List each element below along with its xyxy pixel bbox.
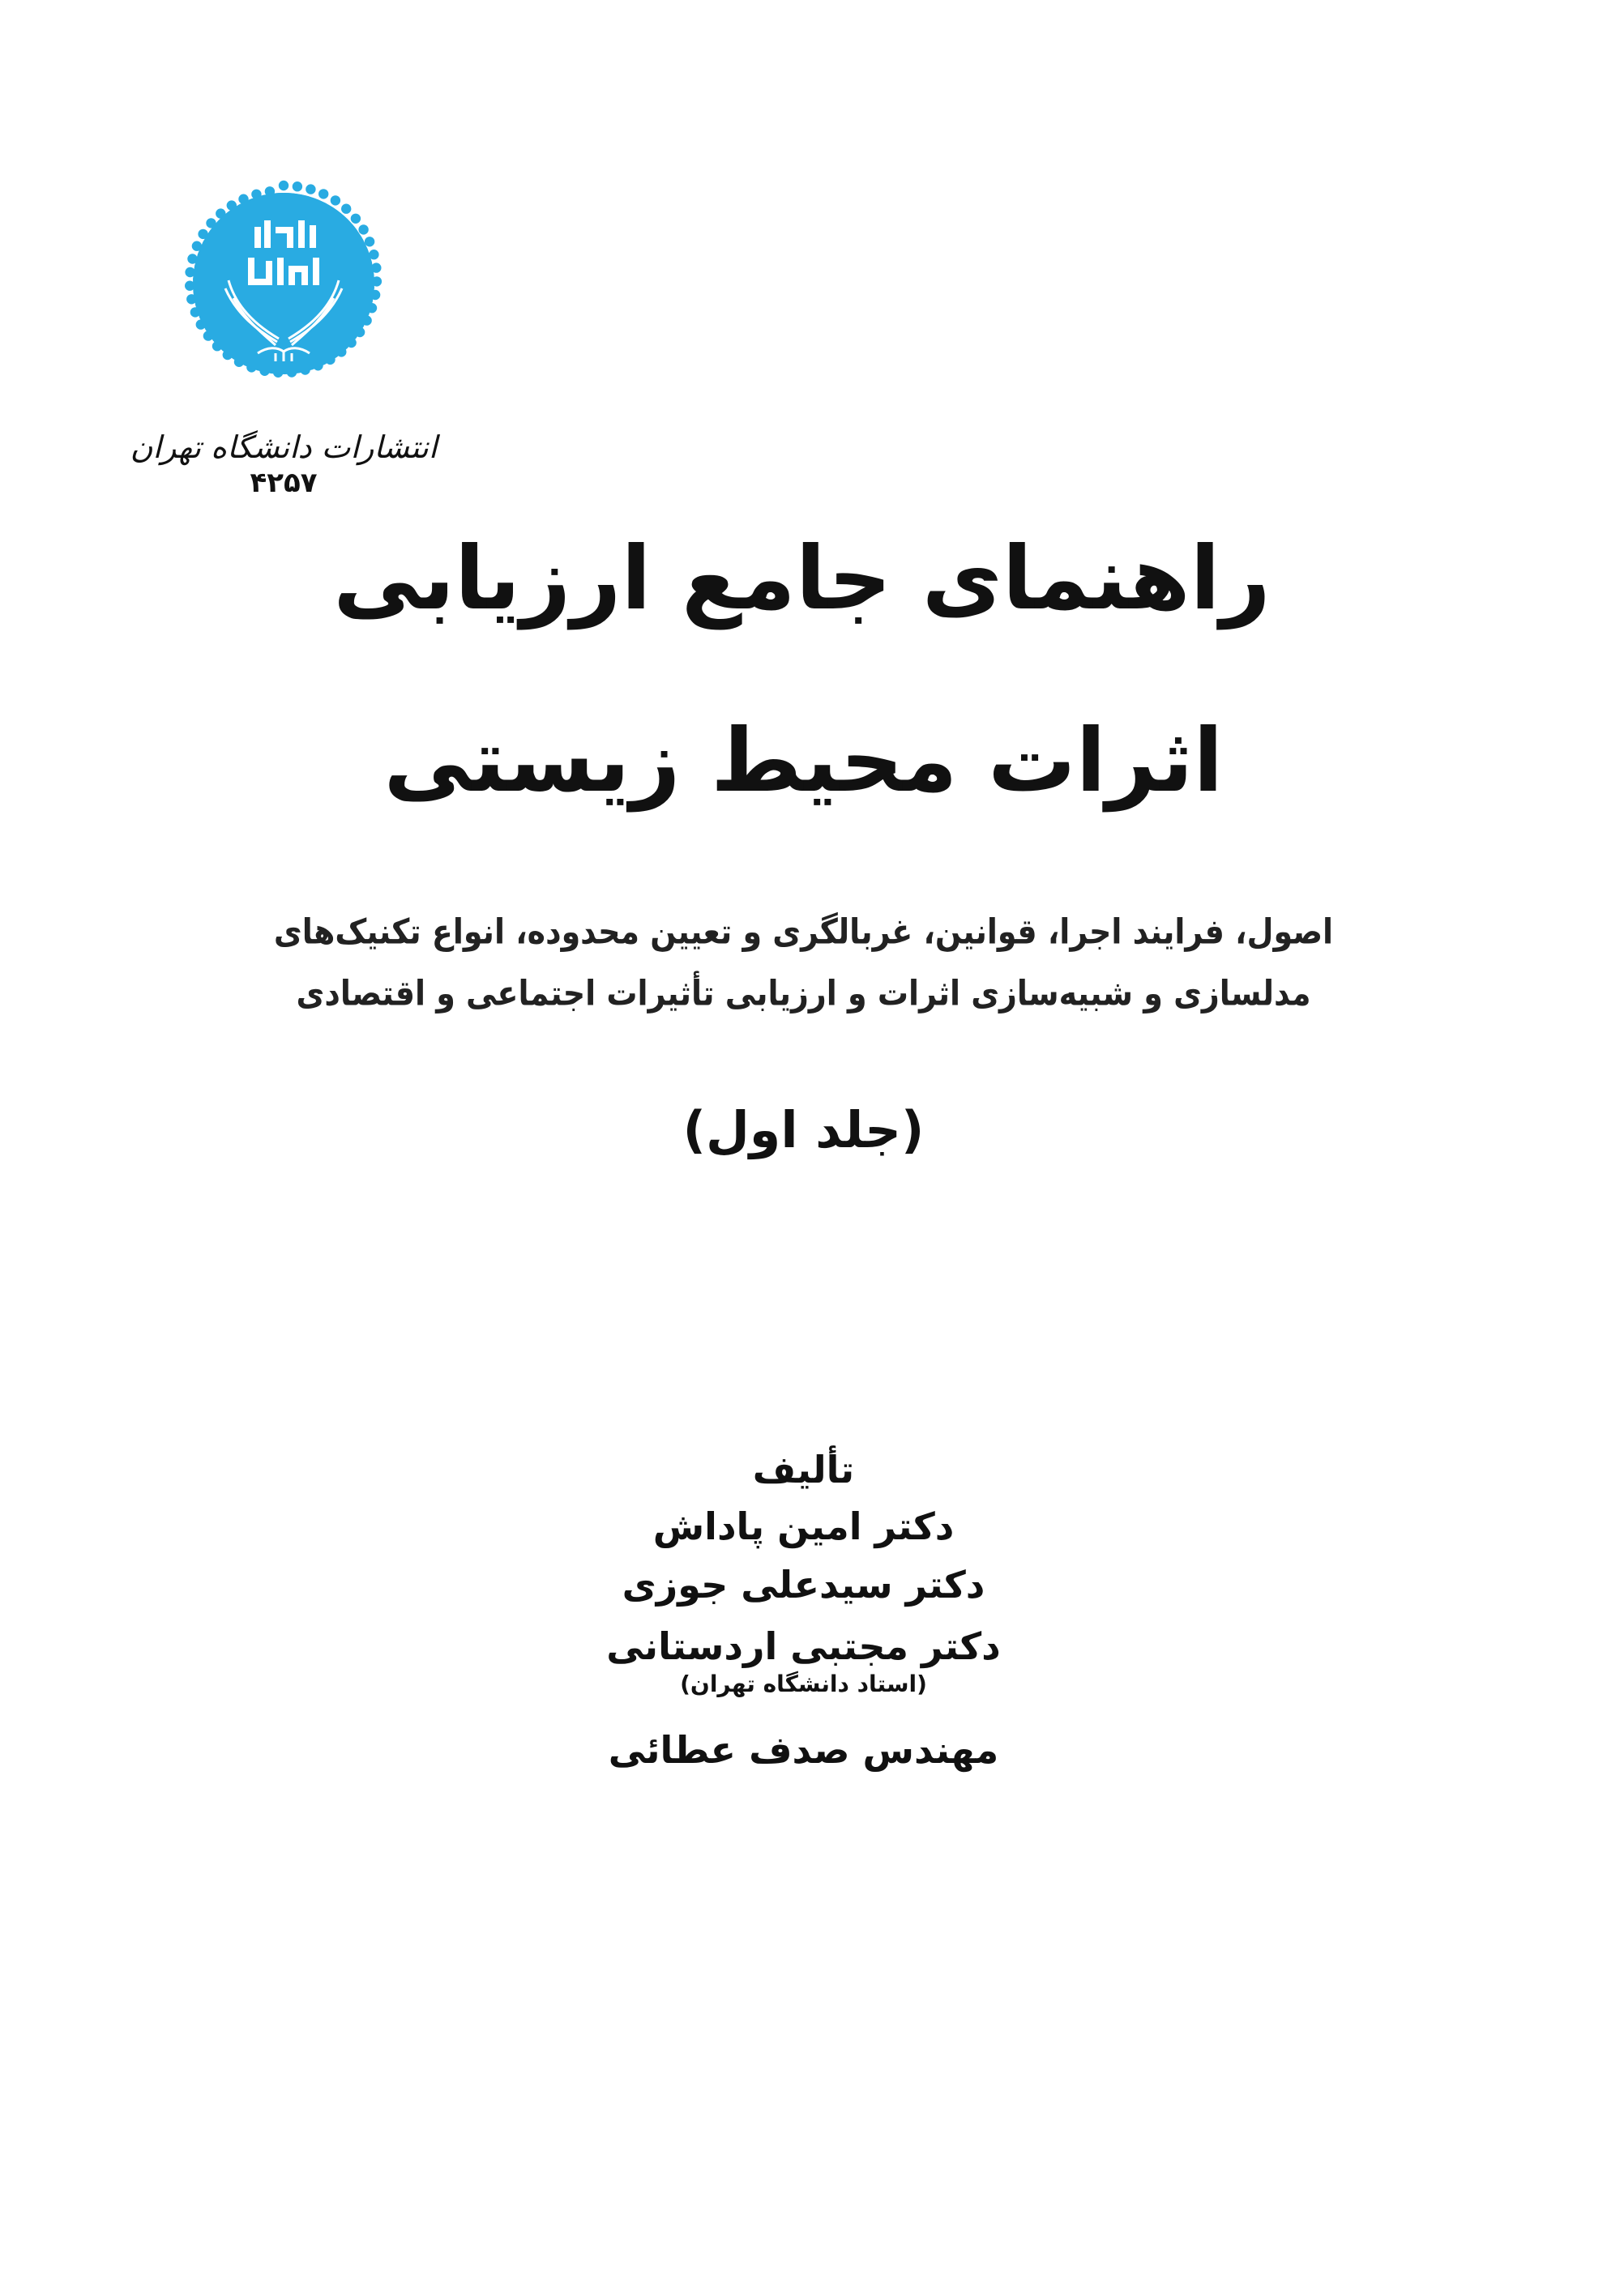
author-name: دکتر مجتبی اردستانی bbox=[606, 1624, 1001, 1668]
publisher-logo-block bbox=[130, 180, 438, 499]
author-name: مهندس صدف عطائی bbox=[608, 1728, 999, 1772]
authors-block bbox=[0, 1446, 1607, 1773]
title-line-1: راهنمای جامع ارزیابی bbox=[333, 528, 1271, 629]
volume-block bbox=[0, 1098, 1607, 1163]
volume-label: (جلد اول) bbox=[682, 1100, 925, 1159]
author-affiliation: (استاد دانشگاه تهران) bbox=[680, 1671, 927, 1697]
book-title bbox=[0, 527, 1607, 814]
series-number: ۴۲۵۷ bbox=[250, 467, 318, 499]
subtitle-line-1: اصول، فرایند اجرا، قوانین، غربالگری و تعیین محدوده، انواع تکنیک‌های bbox=[273, 911, 1334, 952]
authors-heading: تألیف bbox=[752, 1448, 855, 1492]
book-subtitle bbox=[0, 911, 1607, 1014]
university-of-tehran-seal-icon bbox=[180, 180, 387, 387]
title-line-2: اثرات محیط زیستی bbox=[383, 711, 1224, 812]
subtitle-line-2: مدلسازی و شبیه‌سازی اثرات و ارزیابی تأثیرات اجتماعی و اقتصادی bbox=[296, 973, 1311, 1014]
author-name: دکتر سیدعلی جوزی bbox=[622, 1563, 985, 1607]
author-name: دکتر امین پاداش bbox=[652, 1504, 955, 1548]
publisher-name: انتشارات دانشگاه تهران bbox=[130, 429, 438, 465]
